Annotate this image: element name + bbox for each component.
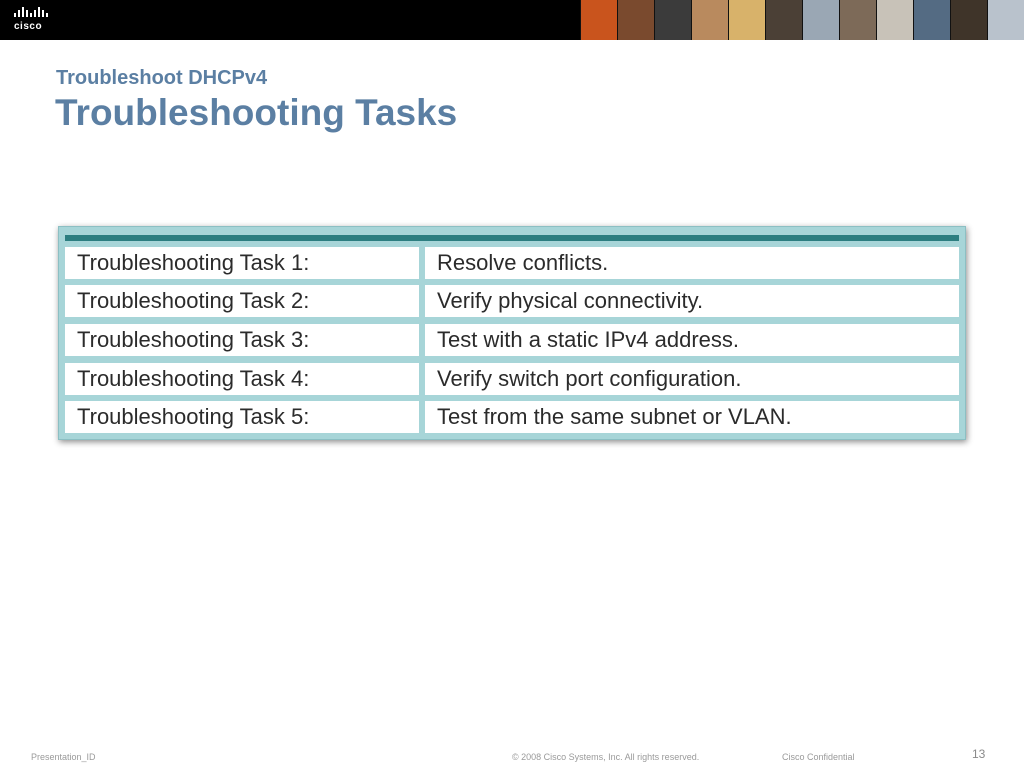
- banner-photo: [728, 0, 765, 40]
- footer-presentation-id: Presentation_ID: [31, 752, 96, 762]
- task-description-cell: Resolve conflicts.: [425, 247, 959, 279]
- banner-photo: [654, 0, 691, 40]
- task-number-cell: Troubleshooting Task 2:: [65, 285, 419, 317]
- footer-confidential: Cisco Confidential: [782, 752, 855, 762]
- banner-photo: [839, 0, 876, 40]
- banner-photo: [802, 0, 839, 40]
- cisco-logo-text: cisco: [14, 21, 43, 32]
- banner-photo: [765, 0, 802, 40]
- banner-photo: [913, 0, 950, 40]
- task-number-cell: Troubleshooting Task 3:: [65, 324, 419, 356]
- task-row: [65, 247, 961, 279]
- table-header-stripe: [65, 235, 959, 241]
- banner-photo-strip: [580, 0, 1024, 40]
- slide-title: Troubleshooting Tasks: [55, 92, 458, 133]
- task-description-cell: Test from the same subnet or VLAN.: [425, 401, 959, 433]
- slide-subtitle: Troubleshoot DHCPv4: [56, 67, 268, 89]
- banner-photo: [876, 0, 913, 40]
- footer-copyright: © 2008 Cisco Systems, Inc. All rights reserved.: [512, 752, 700, 762]
- task-number-cell: Troubleshooting Task 1:: [65, 247, 419, 279]
- task-row: [65, 401, 961, 433]
- banner-photo: [580, 0, 617, 40]
- banner-photo: [617, 0, 654, 40]
- task-row: [65, 363, 961, 395]
- banner-photo: [950, 0, 987, 40]
- task-row: [65, 324, 961, 356]
- task-description-cell: Verify physical connectivity.: [425, 285, 959, 317]
- banner-photo: [691, 0, 728, 40]
- task-description-cell: Verify switch port configuration.: [425, 363, 959, 395]
- task-number-cell: Troubleshooting Task 5:: [65, 401, 419, 433]
- top-banner: [0, 0, 1024, 40]
- task-row: [65, 285, 961, 317]
- banner-photo: [987, 0, 1024, 40]
- task-description-cell: Test with a static IPv4 address.: [425, 324, 959, 356]
- task-number-cell: Troubleshooting Task 4:: [65, 363, 419, 395]
- page-number: 13: [972, 747, 986, 761]
- troubleshooting-tasks-table: [58, 226, 966, 440]
